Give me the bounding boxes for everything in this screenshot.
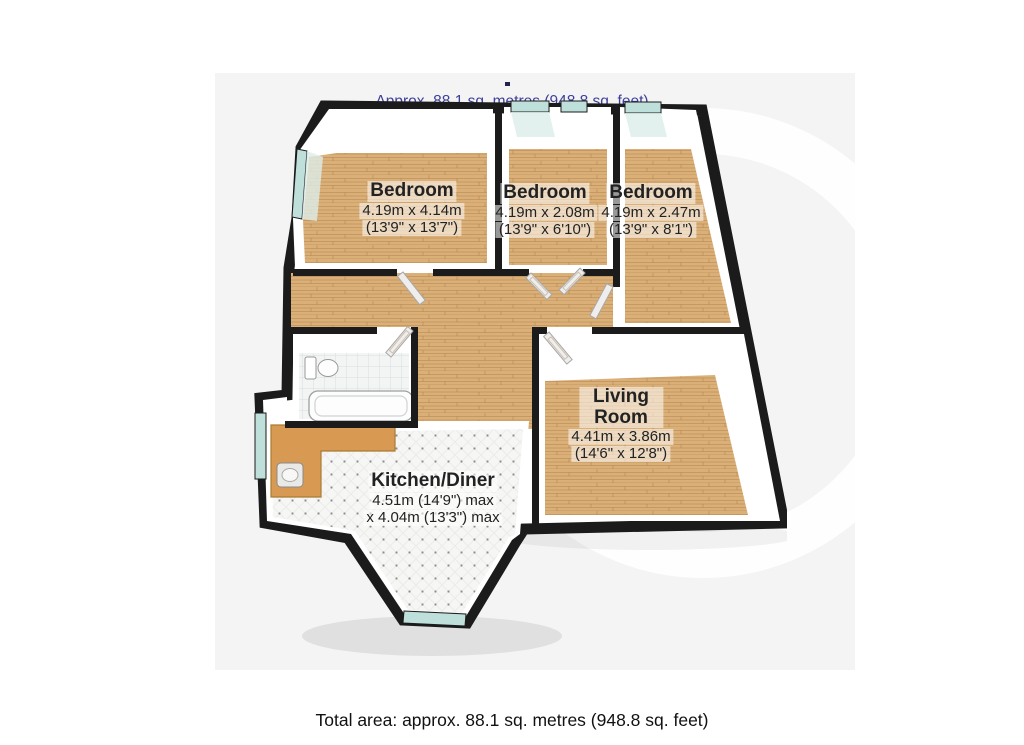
room-dim-imperial: (13'9" x 6'10") xyxy=(496,222,594,238)
floorplan-drawing xyxy=(247,91,787,669)
window-bed3 xyxy=(625,102,661,113)
wall-living-left xyxy=(532,327,539,527)
wall-kitchen-top xyxy=(285,421,418,428)
room-dim-metric: 4.41m x 3.86m xyxy=(568,429,673,445)
wall-bathroom-right xyxy=(411,327,418,427)
bay-window xyxy=(403,611,466,626)
label-bedroom-2 xyxy=(492,183,597,238)
label-bedroom-3 xyxy=(598,183,703,238)
wall-bathroom-top xyxy=(287,327,377,334)
approx-area-link[interactable]: 88.1 sq. sq. xyxy=(433,93,614,110)
room-name: Living Room xyxy=(579,387,663,428)
room-name: Bedroom xyxy=(500,183,589,204)
label-living-room xyxy=(568,387,673,463)
window-bed2-a xyxy=(511,101,549,112)
cursor-dot xyxy=(505,82,510,86)
wall-hallway-c xyxy=(583,269,620,276)
window-kitchen-left xyxy=(255,413,266,479)
room-dim-metric: 4.19m x 4.14m xyxy=(359,203,464,219)
room-dim-metric: 4.19m x 2.08m xyxy=(492,205,597,221)
room-name: Kitchen/Diner xyxy=(368,471,498,492)
floorplan-svg xyxy=(247,91,787,669)
room-dim-metric: 4.51m (14'9") max xyxy=(369,493,497,509)
room-dim-imperial: x 4.04m (13'3") max xyxy=(363,510,502,526)
room-dim-metric: 4.19m x 2.47m xyxy=(598,205,703,221)
bathtub xyxy=(309,391,413,421)
kitchen-sink xyxy=(277,463,303,487)
room-dim-imperial: (14'6" x 12'8") xyxy=(572,446,670,462)
room-dim-imperial: (13'9" x 8'1") xyxy=(606,222,696,238)
total-area-text: Total area: approx. 88.1 sq. metres (948.8 sq. feet) xyxy=(315,710,709,730)
wall-hallway-b xyxy=(433,269,529,276)
room-name: Bedroom xyxy=(606,183,695,204)
room-name: Bedroom xyxy=(367,181,456,202)
label-kitchen-diner xyxy=(363,471,502,526)
room-dim-imperial: (13'9" x 13'7") xyxy=(363,220,461,236)
wall-living-top-b xyxy=(592,327,745,334)
wall-hallway-a xyxy=(293,269,397,276)
label-bedroom-1 xyxy=(359,181,464,236)
window-bed2-b xyxy=(561,101,587,112)
